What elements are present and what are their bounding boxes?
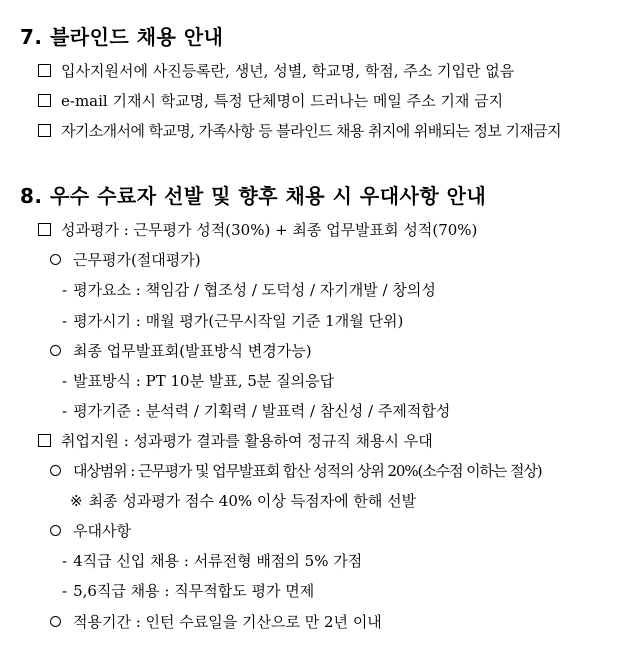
list-item-text: 5,6직급 채용 : 직무적합도 평가 면제 — [73, 582, 315, 600]
dash-bullet-icon: - — [62, 402, 68, 420]
list-item — [38, 220, 477, 240]
list-item-text: 근무평가(절대평가) — [73, 251, 201, 269]
list-item-text: 4직급 신입 채용 : 서류전형 배점의 5% 가점 — [73, 552, 363, 570]
list-item-text: 적용기간 : 인턴 수료일을 기산으로 만 2년 이내 — [73, 613, 382, 631]
list-item — [62, 311, 403, 331]
circle-bullet-icon — [50, 254, 61, 265]
section-8-title: 8. 우수 수료자 선발 및 향후 채용 시 우대사항 안내 — [20, 184, 487, 208]
circle-bullet-icon — [50, 465, 61, 476]
list-item-text: 자기소개서에 학교명, 가족사항 등 블라인드 채용 취지에 위배되는 정보 기재금지 — [61, 122, 562, 140]
list-item-text: 성과평가 : 근무평가 성적(30%) + 최종 업무발표회 성적(70%) — [61, 221, 478, 239]
list-item — [50, 250, 201, 270]
list-item-text: 취업지원 : 성과평가 결과를 활용하여 정규직 채용시 우대 — [61, 432, 433, 450]
list-item — [50, 521, 131, 541]
list-item-text: 최종 성과평가 점수 40% 이상 득점자에 한해 선발 — [88, 492, 417, 510]
list-item-text: 평가기준 : 분석력 / 기획력 / 발표력 / 참신성 / 주제적합성 — [73, 402, 451, 420]
square-bullet-icon — [38, 124, 51, 137]
square-bullet-icon — [38, 94, 51, 107]
list-item — [38, 91, 503, 111]
list-item-text: 발표방식 : PT 10분 발표, 5분 질의응답 — [73, 372, 335, 390]
section-7-title: 7. 블라인드 채용 안내 — [20, 25, 224, 49]
dash-bullet-icon: - — [62, 582, 68, 600]
reference-mark-icon: ※ — [70, 492, 83, 510]
dash-bullet-icon: - — [62, 372, 68, 390]
list-item-text: 입사지원서에 사진등록란, 생년, 성별, 학교명, 학점, 주소 기입란 없음 — [61, 62, 515, 80]
list-item — [50, 612, 382, 632]
list-item — [62, 280, 436, 300]
list-item — [62, 581, 314, 601]
list-item-text: 우대사항 — [73, 522, 131, 540]
list-item-text: 평가시기 : 매월 평가(근무시작일 기준 1개월 단위) — [73, 312, 404, 330]
list-item — [38, 61, 514, 81]
list-item-text: 대상범위 : 근무평가 및 업무발표회 합산 성적의 상위 20%(소수점 이하는 절상) — [73, 462, 542, 480]
list-item — [70, 491, 416, 511]
circle-bullet-icon — [50, 616, 61, 627]
list-item — [38, 431, 433, 451]
dash-bullet-icon: - — [62, 552, 68, 570]
list-item — [50, 341, 312, 361]
circle-bullet-icon — [50, 525, 61, 536]
square-bullet-icon — [38, 64, 51, 77]
list-item-text: e-mail 기재시 학교명, 특정 단체명이 드러나는 메일 주소 기재 금지 — [61, 92, 504, 110]
list-item — [62, 401, 450, 421]
list-item — [62, 551, 362, 571]
square-bullet-icon — [38, 434, 51, 447]
square-bullet-icon — [38, 223, 51, 236]
list-item — [62, 371, 334, 391]
list-item — [50, 461, 542, 481]
dash-bullet-icon: - — [62, 312, 68, 330]
list-item — [38, 121, 561, 141]
list-item-text: 평가요소 : 책임감 / 협조성 / 도덕성 / 자기개발 / 창의성 — [73, 281, 436, 299]
dash-bullet-icon: - — [62, 281, 68, 299]
list-item-text: 최종 업무발표회(발표방식 변경가능) — [73, 342, 312, 360]
circle-bullet-icon — [50, 345, 61, 356]
